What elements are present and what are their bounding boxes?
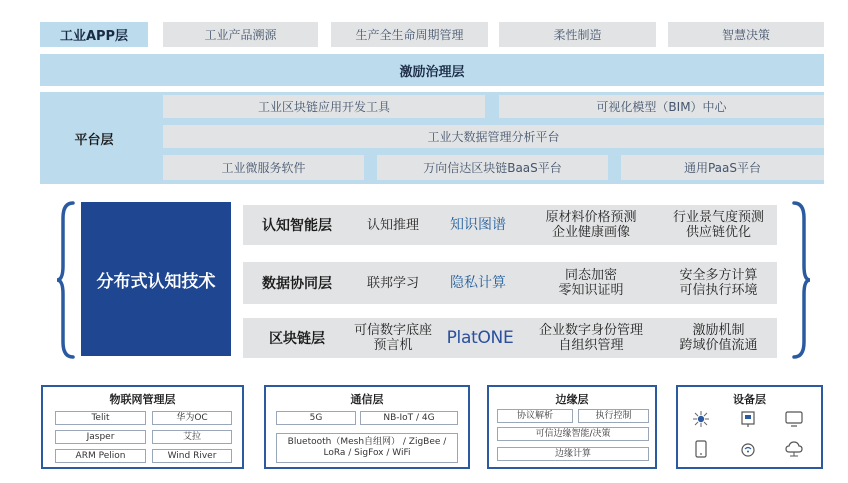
platform-baas: 万向信达区块链BaaS平台 <box>377 155 608 180</box>
iot-title: 物联网管理层 <box>109 393 176 406</box>
app-item-decision: 智慧决策 <box>668 22 824 47</box>
platone-logo: PlatONE <box>446 327 514 348</box>
cognitive-title: 分布式认知技术 <box>81 202 231 356</box>
trusted-digital-base: 可信数字底座 <box>353 323 432 338</box>
app-item-flexible: 柔性制造 <box>499 22 656 47</box>
comm-wireless-line1: Bluetooth（Mesh自组网） / ZigBee / <box>287 437 447 447</box>
secure-mpc: 安全多方计算 <box>679 268 758 283</box>
zero-knowledge-proof: 零知识证明 <box>558 283 624 298</box>
homomorphic-encryption: 同态加密 <box>564 268 617 283</box>
router-icon <box>738 440 758 458</box>
edge-intel: 可信边缘智能/决策 <box>497 427 649 441</box>
collab-cell-4 <box>660 262 777 304</box>
edge-protocol: 协议解析 <box>497 409 573 423</box>
comm-title: 通信层 <box>350 393 384 406</box>
knowledge-graph: 知识图谱 <box>450 216 506 233</box>
industry-forecast: 行业景气度预测 <box>672 210 764 225</box>
tablet-icon <box>691 440 711 458</box>
platform-microservice: 工业微服务软件 <box>163 155 364 180</box>
network-hub-icon <box>691 410 711 428</box>
platform-dev-tools: 工业区块链应用开发工具 <box>163 95 485 118</box>
chain-cell-3 <box>525 318 657 358</box>
iot-item-arm: ARM Pelion <box>55 449 146 463</box>
incentive-layer: 激励治理层 <box>40 54 824 86</box>
iot-item-telit: Telit <box>55 411 146 425</box>
cloud-icon <box>784 440 804 458</box>
price-forecast: 原材料价格预测 <box>545 210 637 225</box>
platform-bim-center: 可视化模型（BIM）中心 <box>499 95 824 118</box>
iot-item-jasper: Jasper <box>55 430 146 444</box>
privacy-computing: 隐私计算 <box>450 274 506 291</box>
platform-layer-label: 平台层 <box>74 132 114 148</box>
chain-cell-4 <box>660 318 777 358</box>
comm-nbiot: NB-IoT / 4G <box>360 411 458 425</box>
edge-compute: 边缘计算 <box>497 447 649 461</box>
left-brace <box>55 200 77 360</box>
incentive-mechanism: 激励机制 <box>692 323 745 338</box>
iot-item-aila: 艾拉 <box>152 430 232 444</box>
digital-identity: 企业数字身份管理 <box>538 323 643 338</box>
data-collab-layer-label: 数据协同层 <box>262 276 332 292</box>
monitor-icon <box>784 410 804 428</box>
cross-domain-value: 跨域价值流通 <box>679 338 758 353</box>
collab-cell-3 <box>525 262 657 304</box>
edge-title: 边缘层 <box>555 393 589 406</box>
iot-item-windriver: Wind River <box>152 449 232 463</box>
cognitive-cell-4 <box>660 205 777 245</box>
edge-exec: 执行控制 <box>578 409 649 423</box>
enterprise-health: 企业健康画像 <box>551 225 630 240</box>
supply-chain-opt: 供应链优化 <box>685 225 751 240</box>
self-organizing: 自组织管理 <box>558 338 624 353</box>
platform-paas: 通用PaaS平台 <box>621 155 824 180</box>
cognitive-reasoning: 认知推理 <box>366 217 419 233</box>
app-layer-label: 工业APP层 <box>40 22 148 47</box>
device-title: 设备层 <box>733 393 766 406</box>
sensor-panel-icon <box>738 410 758 428</box>
chain-cell-1 <box>347 318 439 358</box>
blockchain-layer-label: 区块链层 <box>269 331 325 347</box>
app-item-traceability: 工业产品溯源 <box>163 22 318 47</box>
comm-5g: 5G <box>276 411 356 425</box>
tee: 可信执行环境 <box>679 283 758 298</box>
federated-learning: 联邦学习 <box>366 275 419 291</box>
platform-bigdata: 工业大数据管理分析平台 <box>163 125 824 148</box>
right-brace <box>790 200 812 360</box>
app-item-lifecycle: 生产全生命周期管理 <box>331 22 488 47</box>
comm-wireless-line2: LoRa / SigFox / WiFi <box>323 448 411 458</box>
oracle: 预言机 <box>373 338 413 353</box>
cognitive-layer-label: 认知智能层 <box>262 218 332 234</box>
comm-wireless <box>276 433 458 463</box>
cognitive-cell-3 <box>525 205 657 245</box>
iot-item-huawei: 华为OC <box>152 411 232 425</box>
